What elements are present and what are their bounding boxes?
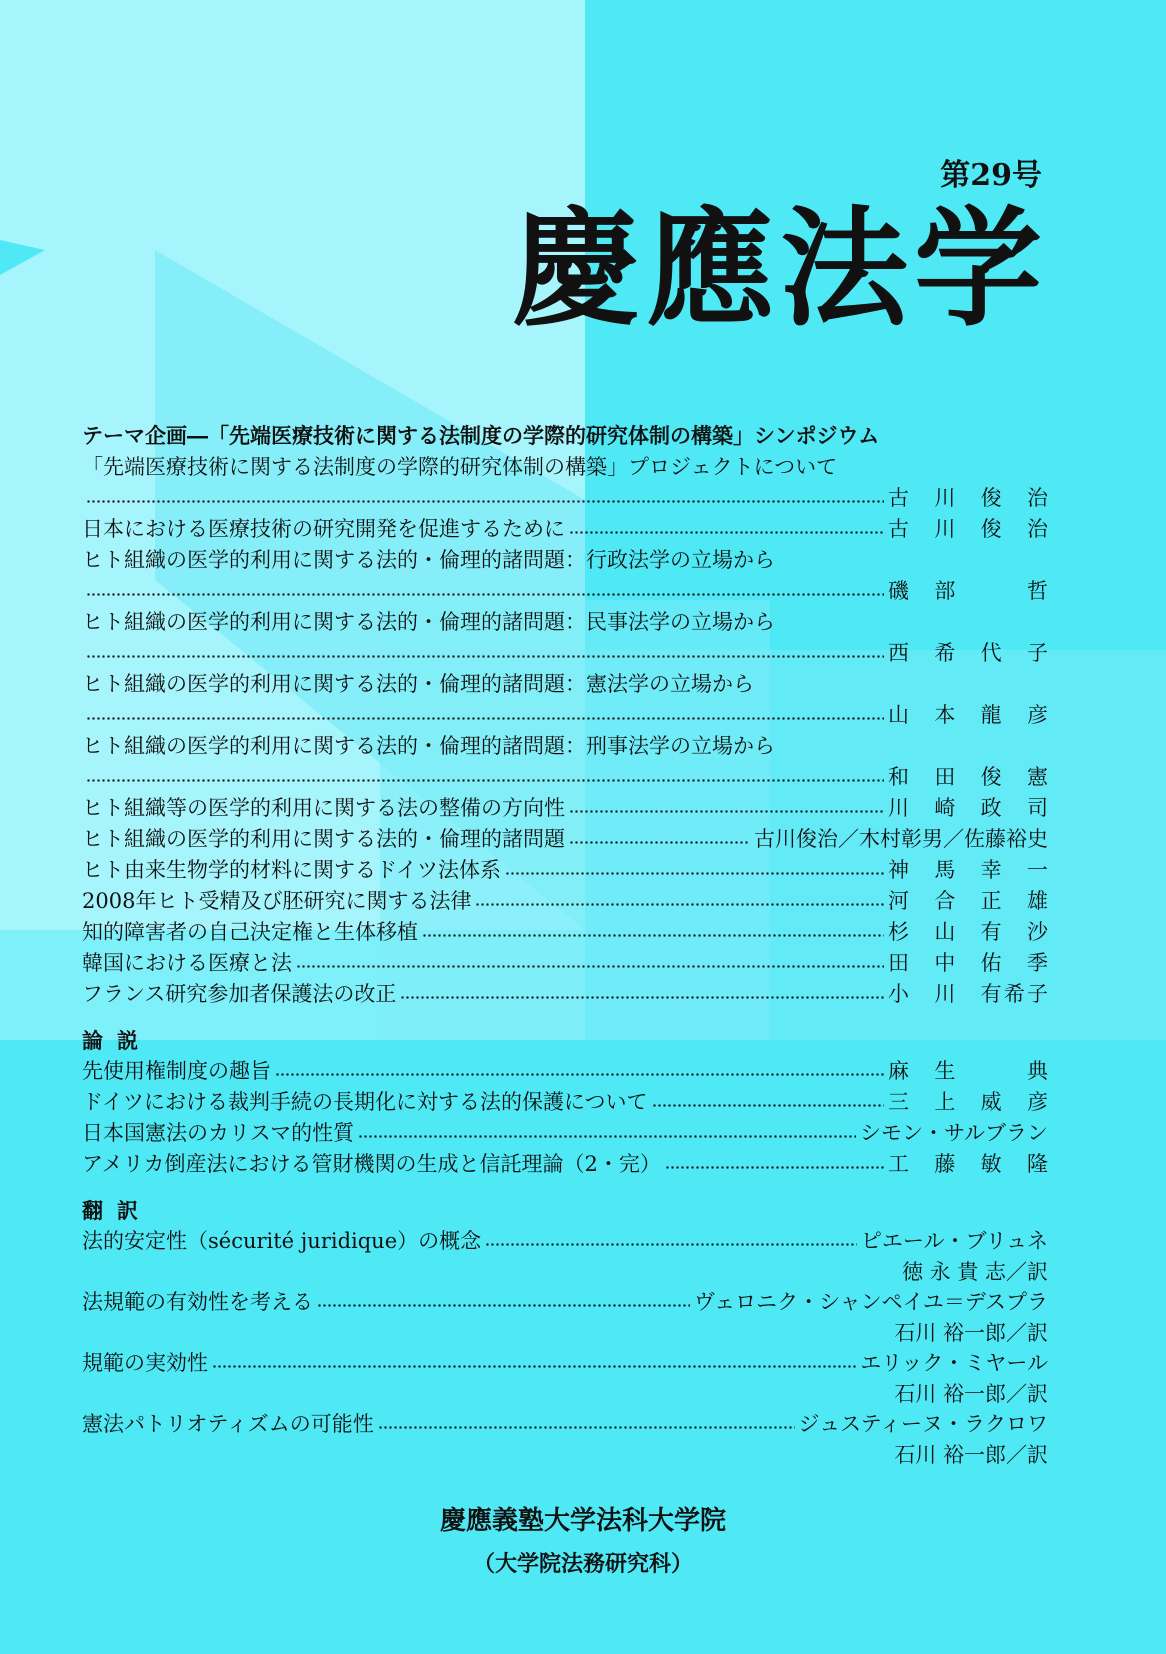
item-author: 麻 生 典 <box>888 1059 1048 1083</box>
leader-dots <box>317 1304 690 1307</box>
item-title: 「先端医療技術に関する法制度の学際的研究体制の構築」プロジェクトについて <box>82 455 838 479</box>
item-title: ヒト組織の医学的利用に関する法的・倫理的諸問題：憲法学の立場から <box>82 672 754 696</box>
theme-item-4 <box>82 669 1048 731</box>
item-title: アメリカ倒産法における管財機関の生成と信託理論（2・完） <box>82 1152 661 1176</box>
leader-dots <box>422 934 884 937</box>
theme-item-8 <box>82 855 1048 886</box>
item-title: ヒト組織等の医学的利用に関する法の整備の方向性 <box>82 796 565 820</box>
leader-dots <box>378 1426 795 1429</box>
item-author: 古川俊治／木村彰男／佐藤裕史 <box>754 827 1048 851</box>
leader-dots <box>569 810 884 813</box>
item-author: ピエール・ブリュネ <box>860 1229 1048 1253</box>
table-of-contents <box>82 420 1048 1470</box>
theme-item-5 <box>82 731 1048 793</box>
item-author: ジュスティーヌ・ラクロワ <box>798 1412 1048 1436</box>
leader-dots <box>86 655 884 658</box>
item-author: ヴェロニク・シャンペイユ＝デスプラ <box>693 1290 1048 1314</box>
honyaku-item-3 <box>82 1409 1048 1470</box>
item-title: ヒト組織の医学的利用に関する法的・倫理的諸問題：刑事法学の立場から <box>82 734 775 758</box>
theme-item-2 <box>82 545 1048 607</box>
item-title: ヒト組織の医学的利用に関する法的・倫理的諸問題 <box>82 827 565 851</box>
item-author: 神 馬 幸 一 <box>888 858 1048 882</box>
item-author: 三 上 威 彦 <box>888 1090 1048 1114</box>
leader-dots <box>505 872 884 875</box>
leader-dots <box>86 593 884 596</box>
item-author: エリック・ミヤール <box>860 1351 1048 1375</box>
theme-item-11 <box>82 948 1048 979</box>
leader-dots <box>569 531 884 534</box>
theme-item-1 <box>82 514 1048 545</box>
leader-dots <box>358 1135 856 1138</box>
theme-heading: テーマ企画―「先端医療技術に関する法制度の学際的研究体制の構築」シンポジウム <box>82 423 880 448</box>
ronsetsu-item-0 <box>82 1056 1048 1087</box>
item-title: 先使用権制度の趣旨 <box>82 1059 271 1083</box>
leader-dots <box>569 841 750 844</box>
item-title: 日本国憲法のカリスマ的性質 <box>82 1121 355 1145</box>
item-translator: 石川 裕一郎／訳 <box>894 1321 1048 1345</box>
leader-dots <box>475 903 884 906</box>
ronsetsu-item-1 <box>82 1087 1048 1118</box>
issue-number: 第29号 <box>940 158 1042 193</box>
item-author: 工 藤 敏 隆 <box>888 1152 1048 1176</box>
item-author: 和 田 俊 憲 <box>888 765 1048 789</box>
item-title: 憲法パトリオティズムの可能性 <box>82 1412 374 1436</box>
publisher-subname: （大学院法務研究科） <box>472 1551 693 1577</box>
item-author: 古 川 俊 治 <box>888 486 1048 510</box>
leader-dots <box>400 996 884 999</box>
item-title: ドイツにおける裁判手続の長期化に対する法的保護について <box>82 1090 648 1114</box>
item-author: 川 崎 政 司 <box>888 796 1048 820</box>
section-heading-honyaku: 翻訳 <box>82 1198 152 1223</box>
theme-item-7 <box>82 824 1048 855</box>
item-title: 韓国における医療と法 <box>82 951 292 975</box>
honyaku-item-0 <box>82 1226 1048 1287</box>
ronsetsu-item-3 <box>82 1149 1048 1180</box>
item-author: 西 希 代 子 <box>888 641 1048 665</box>
theme-item-6 <box>82 793 1048 824</box>
leader-dots <box>212 1365 856 1368</box>
item-author: 山 本 龍 彦 <box>888 703 1048 727</box>
leader-dots <box>665 1166 884 1169</box>
item-title: ヒト組織の医学的利用に関する法的・倫理的諸問題：行政法学の立場から <box>82 548 775 572</box>
item-title: ヒト組織の医学的利用に関する法的・倫理的諸問題：民事法学の立場から <box>82 610 775 634</box>
item-author: 小 川 有希子 <box>888 982 1048 1006</box>
item-title: 規範の実効性 <box>82 1351 208 1375</box>
leader-dots <box>485 1243 857 1246</box>
leader-dots <box>86 500 884 503</box>
theme-item-12 <box>82 979 1048 1010</box>
item-author: 杉 山 有 沙 <box>888 920 1048 944</box>
theme-item-9 <box>82 886 1048 917</box>
honyaku-item-2 <box>82 1348 1048 1409</box>
item-author: 古 川 俊 治 <box>888 517 1048 541</box>
item-title: フランス研究参加者保護法の改正 <box>82 982 397 1006</box>
theme-item-0 <box>82 452 1048 514</box>
item-title: 知的障害者の自己決定権と生体移植 <box>82 920 418 944</box>
honyaku-item-1 <box>82 1287 1048 1348</box>
item-translator: 徳 永 貴 志／訳 <box>901 1260 1048 1284</box>
leader-dots <box>652 1104 884 1107</box>
theme-item-10 <box>82 917 1048 948</box>
item-translator: 石川 裕一郎／訳 <box>894 1382 1048 1406</box>
item-title: 法的安定性（sécurité juridique）の概念 <box>82 1229 482 1253</box>
item-title: 日本における医療技術の研究開発を促進するために <box>82 517 565 541</box>
item-author: 田 中 佑 季 <box>888 951 1048 975</box>
item-title: ヒト由来生物学的材料に関するドイツ法体系 <box>82 858 501 882</box>
item-title: 法規範の有効性を考える <box>82 1290 313 1314</box>
leader-dots <box>296 965 884 968</box>
item-author: シモン・サルブラン <box>860 1121 1048 1145</box>
journal-title: 慶應法学 <box>511 194 1048 344</box>
item-author: 河 合 正 雄 <box>888 889 1048 913</box>
publisher-name: 慶應義塾大学法科大学院 <box>439 1506 726 1536</box>
leader-dots <box>86 717 884 720</box>
leader-dots <box>275 1073 884 1076</box>
section-heading-ronsetsu: 論説 <box>82 1028 152 1053</box>
item-author: 磯 部 哲 <box>888 579 1048 603</box>
item-title: 2008年ヒト受精及び胚研究に関する法律 <box>82 889 472 913</box>
ronsetsu-item-2 <box>82 1118 1048 1149</box>
leader-dots <box>86 779 884 782</box>
theme-item-3 <box>82 607 1048 669</box>
item-translator: 石川 裕一郎／訳 <box>894 1443 1048 1467</box>
publisher <box>0 1500 1166 1578</box>
